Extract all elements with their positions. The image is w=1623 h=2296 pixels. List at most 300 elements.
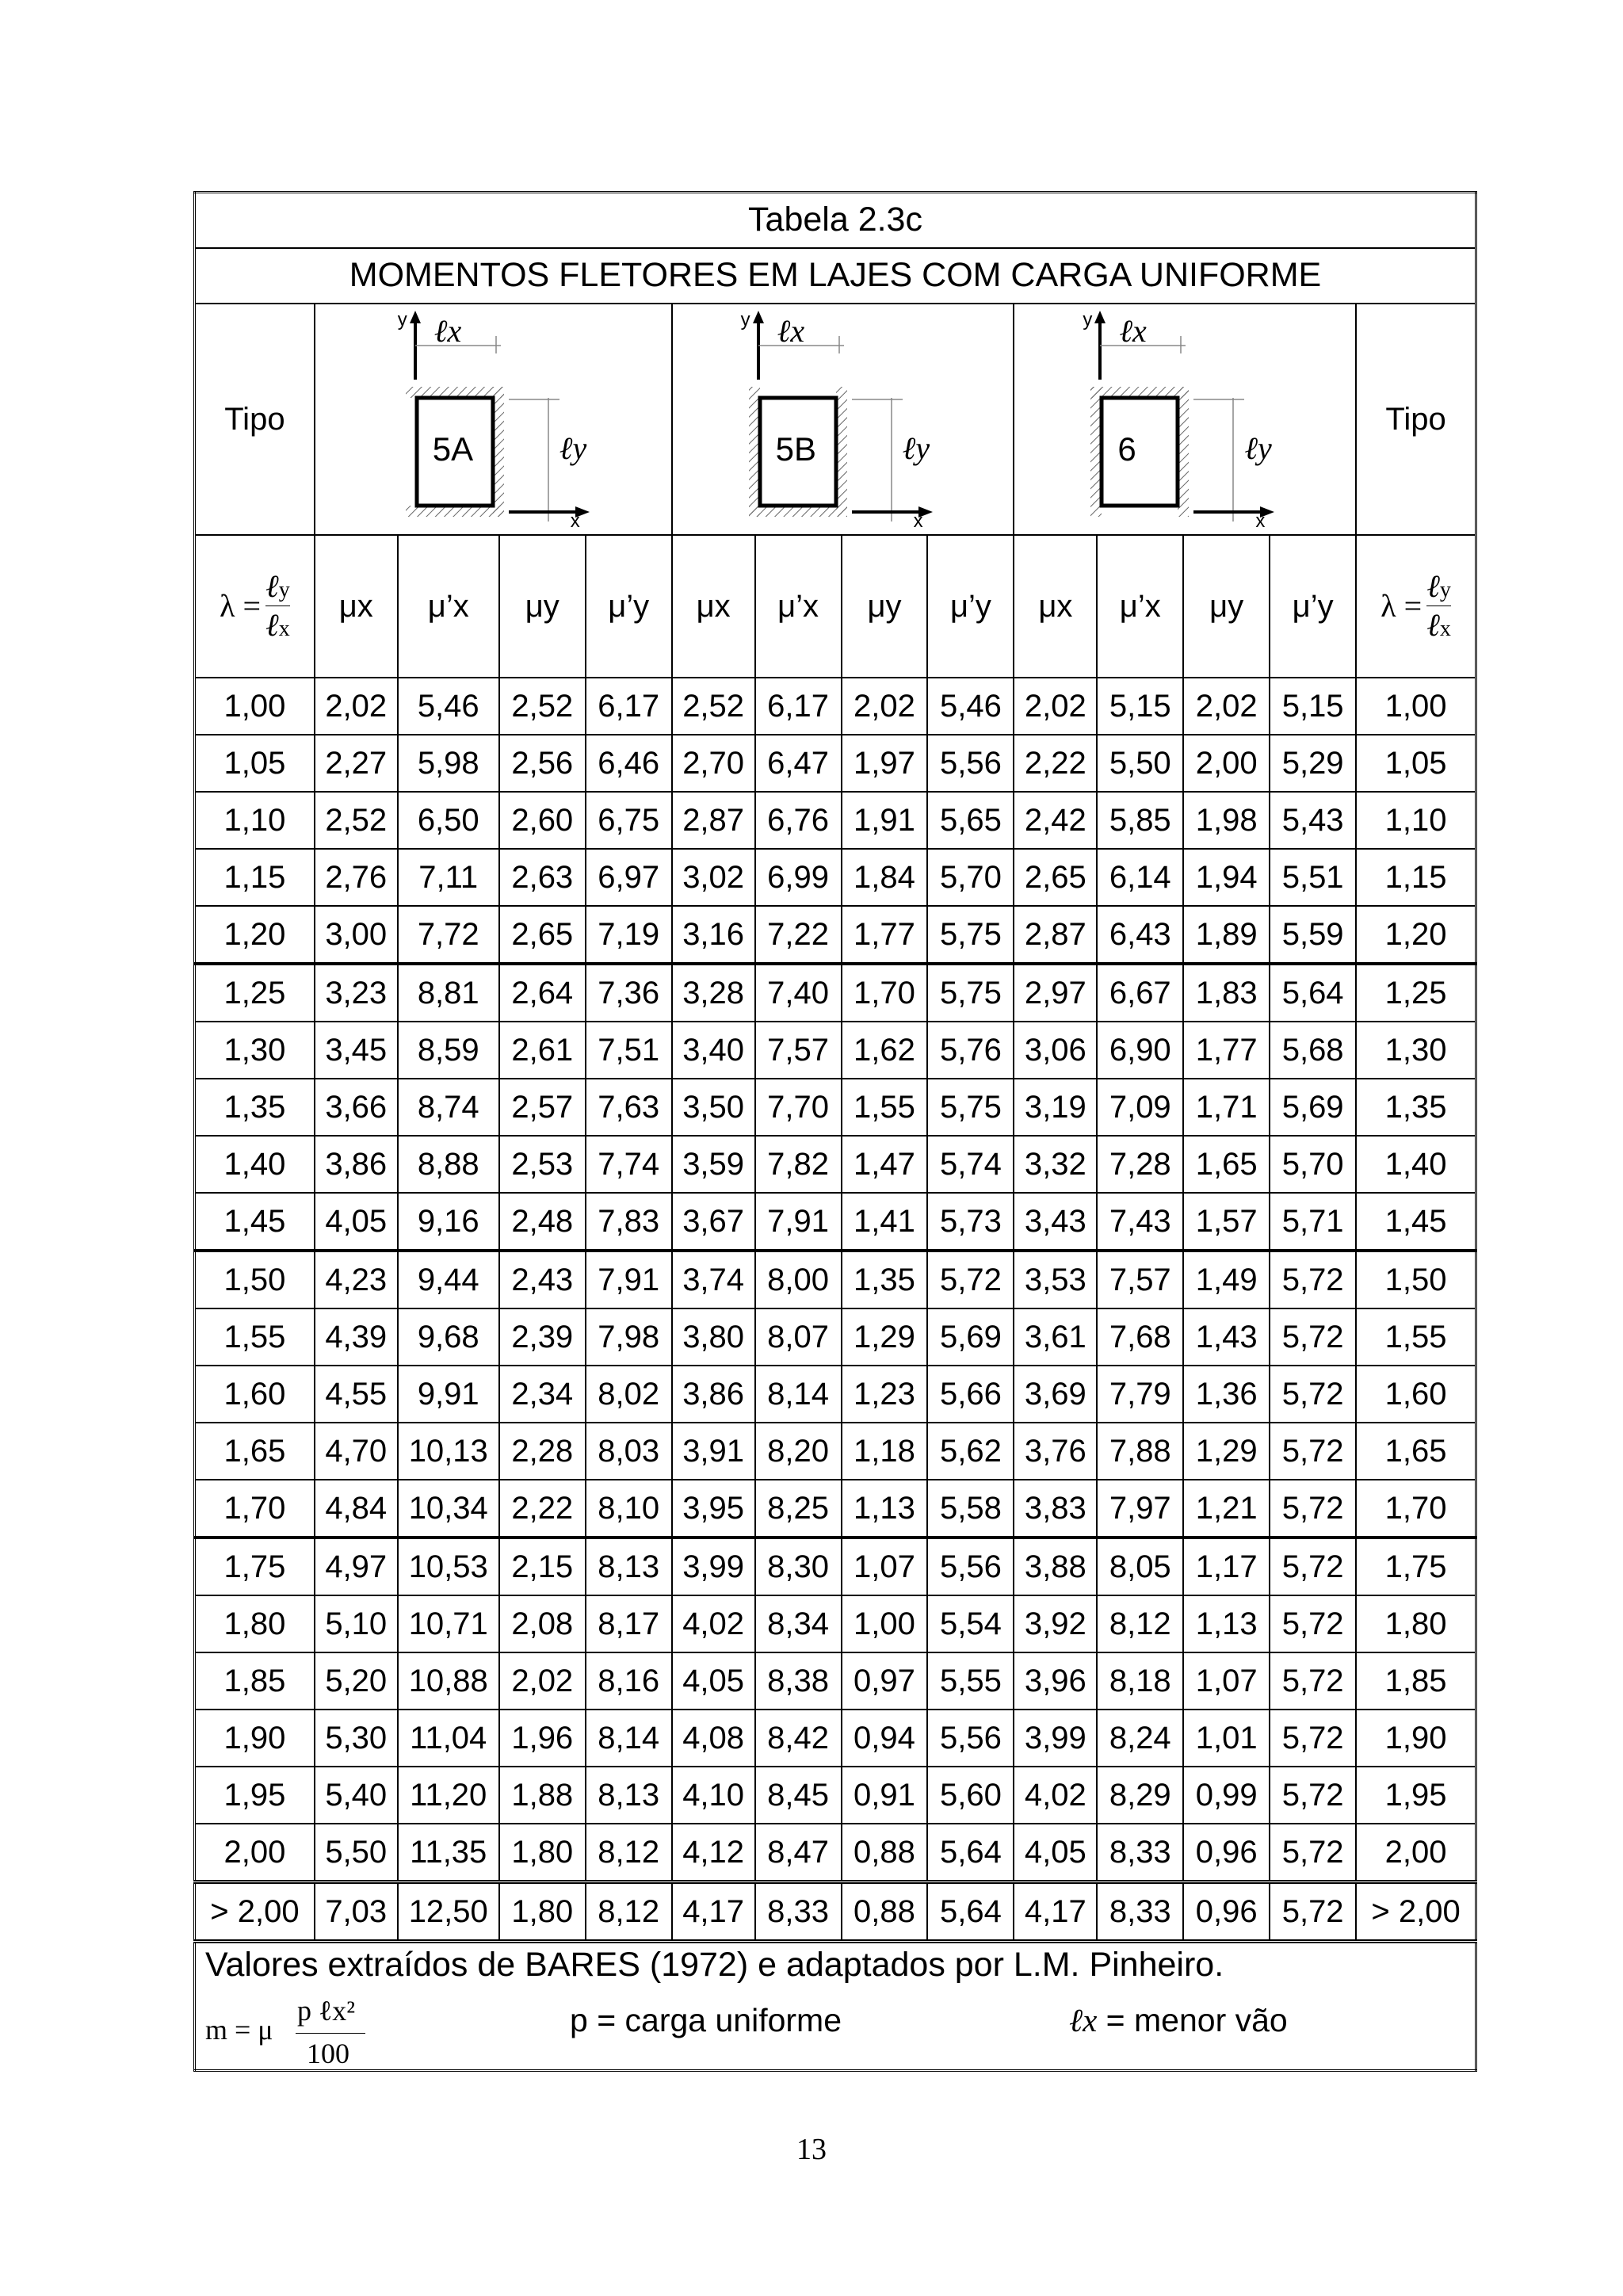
coef-cell: 5,50 (315, 1824, 398, 1882)
coef-cell: 7,91 (755, 1193, 842, 1251)
table-row (195, 1652, 1476, 1710)
coef-cell: 6,90 (1097, 1022, 1183, 1079)
table-row (195, 1538, 1476, 1595)
coef-cell: 1,80 (499, 1881, 586, 1941)
coef-cell: 1,00 (842, 1595, 928, 1652)
coef-cell: 5,68 (1270, 1022, 1356, 1079)
coef-cell: 5,74 (927, 1136, 1014, 1193)
coef-cell: 6,67 (1097, 964, 1183, 1022)
coef-cell: 7,63 (586, 1079, 672, 1136)
coef-cell: 6,43 (1097, 906, 1183, 964)
table-row (195, 1079, 1476, 1136)
lambda-value-right: 1,10 (1356, 792, 1476, 849)
coef-cell: 6,17 (755, 678, 842, 735)
coef-cell: 4,23 (315, 1251, 398, 1308)
coef-cell: 8,30 (755, 1538, 842, 1595)
lambda-den-sub: x (278, 617, 290, 641)
coef-header: μ’x (398, 535, 499, 678)
coef-cell: 5,56 (927, 1538, 1014, 1595)
coef-cell: 1,98 (1183, 792, 1270, 849)
moment-coefficient-table (193, 191, 1477, 2072)
lambda-value-right: 1,50 (1356, 1251, 1476, 1308)
coef-cell: 1,36 (1183, 1366, 1270, 1423)
table-row (195, 735, 1476, 792)
coef-cell: 3,06 (1014, 1022, 1097, 1079)
coef-cell: 1,94 (1183, 849, 1270, 906)
coef-cell: 2,87 (1014, 906, 1097, 964)
coef-cell: 7,70 (755, 1079, 842, 1136)
coef-cell: 7,57 (1097, 1251, 1183, 1308)
table-row (195, 1308, 1476, 1366)
lambda-value-right: 1,60 (1356, 1366, 1476, 1423)
coef-cell: 4,10 (672, 1767, 755, 1824)
table-row (195, 1824, 1476, 1882)
coef-header: μ’y (927, 535, 1014, 678)
coef-cell: 3,32 (1014, 1136, 1097, 1193)
coef-cell: 8,18 (1097, 1652, 1183, 1710)
coef-cell: 5,59 (1270, 906, 1356, 964)
lambda-value: 1,55 (195, 1308, 315, 1366)
coef-cell: 5,76 (927, 1022, 1014, 1079)
coef-cell: 8,33 (755, 1881, 842, 1941)
coef-cell: 5,70 (1270, 1136, 1356, 1193)
coef-cell: 5,54 (927, 1595, 1014, 1652)
lambda-value: 1,85 (195, 1652, 315, 1710)
lambda-value: 1,90 (195, 1710, 315, 1767)
coef-cell: 7,97 (1097, 1480, 1183, 1538)
lambda-value: 2,00 (195, 1824, 315, 1882)
coef-cell: 1,77 (842, 906, 928, 964)
coef-cell: 1,18 (842, 1423, 928, 1480)
coef-cell: 5,15 (1097, 678, 1183, 735)
axis-x-label: x (913, 510, 923, 532)
coef-cell: 0,88 (842, 1881, 928, 1941)
coef-cell: 11,35 (398, 1824, 499, 1882)
coef-cell: 2,57 (499, 1079, 586, 1136)
coef-cell: 5,73 (927, 1193, 1014, 1251)
coef-cell: 1,89 (1183, 906, 1270, 964)
coef-cell: 8,24 (1097, 1710, 1183, 1767)
coef-cell: 5,65 (927, 792, 1014, 849)
lambda-value-right: 1,75 (1356, 1538, 1476, 1595)
coef-cell: 5,56 (927, 735, 1014, 792)
coef-cell: 7,79 (1097, 1366, 1183, 1423)
coef-cell: 2,76 (315, 849, 398, 906)
coef-cell: 2,97 (1014, 964, 1097, 1022)
coef-cell: 3,00 (315, 906, 398, 964)
coef-cell: 5,72 (1270, 1652, 1356, 1710)
case-label: 5A (432, 430, 474, 468)
table-row (195, 1767, 1476, 1824)
coef-cell: 1,83 (1183, 964, 1270, 1022)
lambda-value-right: > 2,00 (1356, 1881, 1476, 1941)
coef-cell: 5,72 (1270, 1308, 1356, 1366)
coef-cell: 9,91 (398, 1366, 499, 1423)
table-row (195, 906, 1476, 964)
coef-cell: 3,76 (1014, 1423, 1097, 1480)
lambda-value-right: 1,90 (1356, 1710, 1476, 1767)
coef-cell: 7,74 (586, 1136, 672, 1193)
coef-cell: 1,13 (1183, 1595, 1270, 1652)
coef-cell: 2,87 (672, 792, 755, 849)
coef-cell: 0,97 (842, 1652, 928, 1710)
coef-cell: 3,40 (672, 1022, 755, 1079)
lx-symbol: ℓx (1069, 2001, 1098, 2038)
coef-cell: 2,28 (499, 1423, 586, 1480)
table-footer (195, 1941, 1476, 2070)
coef-cell: 3,61 (1014, 1308, 1097, 1366)
lambda-value: 1,95 (195, 1767, 315, 1824)
axis-y-label: y (740, 308, 750, 330)
coef-cell: 3,28 (672, 964, 755, 1022)
table-row (195, 1710, 1476, 1767)
lambda-value-right: 1,35 (1356, 1079, 1476, 1136)
coef-cell: 5,72 (927, 1251, 1014, 1308)
coef-cell: 8,45 (755, 1767, 842, 1824)
coef-header: μy (842, 535, 928, 678)
table-title: Tabela 2.3c (195, 193, 1476, 248)
coef-cell: 7,03 (315, 1881, 398, 1941)
coef-cell: 4,70 (315, 1423, 398, 1480)
coef-cell: 7,51 (586, 1022, 672, 1079)
lambda-lhs: λ = (220, 587, 262, 624)
coef-cell: 2,64 (499, 964, 586, 1022)
coef-cell: 8,47 (755, 1824, 842, 1882)
coef-cell: 2,27 (315, 735, 398, 792)
coef-cell: 10,13 (398, 1423, 499, 1480)
coef-cell: 1,23 (842, 1366, 928, 1423)
span-y-label: ℓy (559, 430, 587, 466)
coef-cell: 5,46 (927, 678, 1014, 735)
coef-cell: 5,71 (1270, 1193, 1356, 1251)
coef-cell: 8,12 (586, 1881, 672, 1941)
table-row (195, 1193, 1476, 1251)
coef-cell: 11,04 (398, 1710, 499, 1767)
coef-cell: 3,99 (672, 1538, 755, 1595)
table-row (195, 1595, 1476, 1652)
coef-cell: 5,98 (398, 735, 499, 792)
coef-cell: 3,45 (315, 1022, 398, 1079)
lambda-value-right: 1,30 (1356, 1022, 1476, 1079)
coef-cell: 1,43 (1183, 1308, 1270, 1366)
coef-cell: 5,75 (927, 906, 1014, 964)
table-row (195, 1022, 1476, 1079)
coef-cell: 9,68 (398, 1308, 499, 1366)
formula-lhs: m = μ (205, 2013, 273, 2046)
coef-cell: 1,01 (1183, 1710, 1270, 1767)
axis-y-label: y (397, 308, 407, 330)
coef-cell: 2,34 (499, 1366, 586, 1423)
coef-cell: 3,02 (672, 849, 755, 906)
coef-cell: 8,81 (398, 964, 499, 1022)
coef-cell: 4,84 (315, 1480, 398, 1538)
coef-cell: 6,14 (1097, 849, 1183, 906)
lambda-value-right: 1,45 (1356, 1193, 1476, 1251)
coef-cell: 12,50 (398, 1881, 499, 1941)
span-y-label: ℓy (902, 430, 930, 466)
coef-cell: 4,02 (672, 1595, 755, 1652)
coef-cell: 7,72 (398, 906, 499, 964)
coef-cell: 7,68 (1097, 1308, 1183, 1366)
coef-cell: 3,66 (315, 1079, 398, 1136)
page-number: 13 (796, 2133, 827, 2166)
coef-header: μy (499, 535, 586, 678)
coef-cell: 2,02 (315, 678, 398, 735)
table-row (195, 1480, 1476, 1538)
coef-cell: 2,65 (499, 906, 586, 964)
coef-cell: 2,52 (499, 678, 586, 735)
lambda-value: 1,30 (195, 1022, 315, 1079)
coef-cell: 2,00 (1183, 735, 1270, 792)
coef-cell: 11,20 (398, 1767, 499, 1824)
coef-cell: 8,13 (586, 1538, 672, 1595)
lambda-value: 1,15 (195, 849, 315, 906)
coef-cell: 0,96 (1183, 1881, 1270, 1941)
coef-cell: 5,70 (927, 849, 1014, 906)
lambda-value: 1,00 (195, 678, 315, 735)
lambda-value-right: 1,85 (1356, 1652, 1476, 1710)
coef-cell: 4,97 (315, 1538, 398, 1595)
lambda-value: 1,35 (195, 1079, 315, 1136)
coef-cell: 8,88 (398, 1136, 499, 1193)
lambda-value: 1,75 (195, 1538, 315, 1595)
coef-cell: 1,62 (842, 1022, 928, 1079)
coef-cell: 1,96 (499, 1710, 586, 1767)
coef-cell: 4,17 (672, 1881, 755, 1941)
coef-cell: 8,38 (755, 1652, 842, 1710)
table-row (195, 964, 1476, 1022)
lambda-value: 1,20 (195, 906, 315, 964)
coef-cell: 5,10 (315, 1595, 398, 1652)
coef-cell: 4,02 (1014, 1767, 1097, 1824)
coef-cell: 8,14 (755, 1366, 842, 1423)
lambda-value-right: 1,65 (1356, 1423, 1476, 1480)
coef-cell: 7,28 (1097, 1136, 1183, 1193)
coef-cell: 6,46 (586, 735, 672, 792)
lambda-definition-right (1356, 535, 1476, 678)
table-subtitle: MOMENTOS FLETORES EM LAJES COM CARGA UNIFORME (195, 248, 1476, 304)
lambda-value: 1,70 (195, 1480, 315, 1538)
coef-cell: 7,57 (755, 1022, 842, 1079)
case-5b-diagram (672, 304, 1014, 535)
lambda-den-sub: x (1439, 617, 1451, 641)
coef-cell: 3,53 (1014, 1251, 1097, 1308)
coef-cell: 3,99 (1014, 1710, 1097, 1767)
coef-cell: 1,80 (499, 1824, 586, 1882)
lambda-value-right: 1,70 (1356, 1480, 1476, 1538)
table-row (195, 1881, 1476, 1941)
coef-cell: 2,02 (1183, 678, 1270, 735)
coef-cell: 2,52 (315, 792, 398, 849)
coef-cell: 5,60 (927, 1767, 1014, 1824)
coef-cell: 5,66 (927, 1366, 1014, 1423)
coef-cell: 2,15 (499, 1538, 586, 1595)
coef-cell: 0,91 (842, 1767, 928, 1824)
coef-cell: 5,20 (315, 1652, 398, 1710)
lambda-value: 1,25 (195, 964, 315, 1022)
span-x-label: ℓx (433, 312, 462, 349)
coef-cell: 2,52 (672, 678, 755, 735)
coef-cell: 5,72 (1270, 1595, 1356, 1652)
coef-header: μx (672, 535, 755, 678)
coef-cell: 8,29 (1097, 1767, 1183, 1824)
coef-cell: 8,13 (586, 1767, 672, 1824)
coef-cell: 10,71 (398, 1595, 499, 1652)
lambda-value-right: 1,20 (1356, 906, 1476, 964)
coef-cell: 7,98 (586, 1308, 672, 1366)
lambda-value-right: 1,80 (1356, 1595, 1476, 1652)
coef-cell: 0,96 (1183, 1824, 1270, 1882)
coef-cell: 6,47 (755, 735, 842, 792)
coef-cell: 2,39 (499, 1308, 586, 1366)
formula-denominator: 100 (307, 2037, 349, 2069)
coef-cell: 8,05 (1097, 1538, 1183, 1595)
coef-cell: 6,76 (755, 792, 842, 849)
coef-cell: 3,19 (1014, 1079, 1097, 1136)
coef-cell: 8,14 (586, 1710, 672, 1767)
axis-x-label: x (570, 510, 580, 532)
coef-cell: 4,17 (1014, 1881, 1097, 1941)
coef-cell: 5,51 (1270, 849, 1356, 906)
coef-cell: 1,35 (842, 1251, 928, 1308)
coef-cell: 0,88 (842, 1824, 928, 1882)
coef-cell: 2,02 (1014, 678, 1097, 735)
coef-cell: 5,50 (1097, 735, 1183, 792)
coef-cell: 10,88 (398, 1652, 499, 1710)
coef-cell: 3,74 (672, 1251, 755, 1308)
coef-cell: 1,07 (842, 1538, 928, 1595)
lambda-lhs: λ = (1381, 587, 1423, 624)
coef-cell: 7,40 (755, 964, 842, 1022)
coef-cell: 8,02 (586, 1366, 672, 1423)
coef-cell: 3,88 (1014, 1538, 1097, 1595)
coef-cell: 1,29 (842, 1308, 928, 1366)
coef-cell: 5,72 (1270, 1366, 1356, 1423)
coef-cell: 5,72 (1270, 1423, 1356, 1480)
coef-cell: 2,56 (499, 735, 586, 792)
lambda-num-sub: y (278, 578, 290, 602)
coef-header: μ’x (1097, 535, 1183, 678)
case-6-diagram (1014, 304, 1356, 535)
coef-cell: 8,12 (586, 1824, 672, 1882)
coef-cell: 3,50 (672, 1079, 755, 1136)
span-x-label: ℓx (1119, 312, 1147, 349)
coef-cell: 10,53 (398, 1538, 499, 1595)
coef-cell: 7,83 (586, 1193, 672, 1251)
coef-cell: 7,09 (1097, 1079, 1183, 1136)
coef-cell: 1,71 (1183, 1079, 1270, 1136)
coef-cell: 7,88 (1097, 1423, 1183, 1480)
coef-cell: 5,85 (1097, 792, 1183, 849)
coef-cell: 1,07 (1183, 1652, 1270, 1710)
table-row (195, 678, 1476, 735)
lambda-value: 1,65 (195, 1423, 315, 1480)
table-row (195, 849, 1476, 906)
lambda-num-sub: y (1439, 578, 1451, 602)
coef-cell: 8,74 (398, 1079, 499, 1136)
coef-cell: 2,22 (499, 1480, 586, 1538)
coef-cell: 1,47 (842, 1136, 928, 1193)
coef-cell: 1,49 (1183, 1251, 1270, 1308)
coef-header: μ’x (755, 535, 842, 678)
coef-cell: 2,22 (1014, 735, 1097, 792)
lambda-value: 1,80 (195, 1595, 315, 1652)
coef-cell: 1,65 (1183, 1136, 1270, 1193)
coef-cell: 5,55 (927, 1652, 1014, 1710)
coef-cell: 4,05 (315, 1193, 398, 1251)
coef-cell: 5,43 (1270, 792, 1356, 849)
coef-cell: 9,44 (398, 1251, 499, 1308)
coef-cell: 5,75 (927, 964, 1014, 1022)
coef-header: μx (315, 535, 398, 678)
coef-cell: 4,05 (672, 1652, 755, 1710)
coef-cell: 5,72 (1270, 1538, 1356, 1595)
lambda-value-right: 1,15 (1356, 849, 1476, 906)
coef-cell: 5,72 (1270, 1881, 1356, 1941)
coef-cell: 3,95 (672, 1480, 755, 1538)
table-row (195, 1251, 1476, 1308)
coef-cell: 3,83 (1014, 1480, 1097, 1538)
table-row (195, 1423, 1476, 1480)
coef-cell: 7,43 (1097, 1193, 1183, 1251)
coef-cell: 5,29 (1270, 735, 1356, 792)
coef-cell: 5,30 (315, 1710, 398, 1767)
coef-cell: 5,72 (1270, 1251, 1356, 1308)
coef-cell: 1,41 (842, 1193, 928, 1251)
coef-cell: 8,59 (398, 1022, 499, 1079)
coef-cell: 2,63 (499, 849, 586, 906)
span-x-label: ℓx (777, 312, 805, 349)
coef-cell: 2,48 (499, 1193, 586, 1251)
coef-cell: 2,53 (499, 1136, 586, 1193)
coef-cell: 1,70 (842, 964, 928, 1022)
span-definition (1069, 2001, 1288, 2038)
coef-cell: 2,02 (499, 1652, 586, 1710)
coef-cell: 3,80 (672, 1308, 755, 1366)
coef-cell: 9,16 (398, 1193, 499, 1251)
coef-cell: 5,64 (927, 1881, 1014, 1941)
coef-cell: 5,64 (1270, 964, 1356, 1022)
coef-cell: 3,92 (1014, 1595, 1097, 1652)
table-row (195, 1366, 1476, 1423)
coef-cell: 2,61 (499, 1022, 586, 1079)
coef-cell: 4,55 (315, 1366, 398, 1423)
table-row (195, 792, 1476, 849)
coef-cell: 5,72 (1270, 1480, 1356, 1538)
coef-cell: 7,22 (755, 906, 842, 964)
case-5a-diagram (315, 304, 672, 535)
lambda-value-right: 1,40 (1356, 1136, 1476, 1193)
coef-cell: 3,86 (672, 1366, 755, 1423)
coef-cell: 5,58 (927, 1480, 1014, 1538)
lambda-den: ℓ (1426, 607, 1440, 643)
coef-cell: 8,33 (1097, 1881, 1183, 1941)
lambda-num: ℓ (265, 568, 279, 604)
coef-cell: 1,13 (842, 1480, 928, 1538)
table-row (195, 1136, 1476, 1193)
coef-cell: 7,11 (398, 849, 499, 906)
coef-cell: 1,21 (1183, 1480, 1270, 1538)
coef-cell: 1,17 (1183, 1538, 1270, 1595)
coef-cell: 7,36 (586, 964, 672, 1022)
lambda-value-right: 1,05 (1356, 735, 1476, 792)
coef-cell: 3,59 (672, 1136, 755, 1193)
coef-cell: 5,62 (927, 1423, 1014, 1480)
coef-cell: 5,72 (1270, 1767, 1356, 1824)
formula-numerator: p ℓx² (297, 1994, 356, 2027)
coef-cell: 2,65 (1014, 849, 1097, 906)
coef-cell: 5,75 (927, 1079, 1014, 1136)
